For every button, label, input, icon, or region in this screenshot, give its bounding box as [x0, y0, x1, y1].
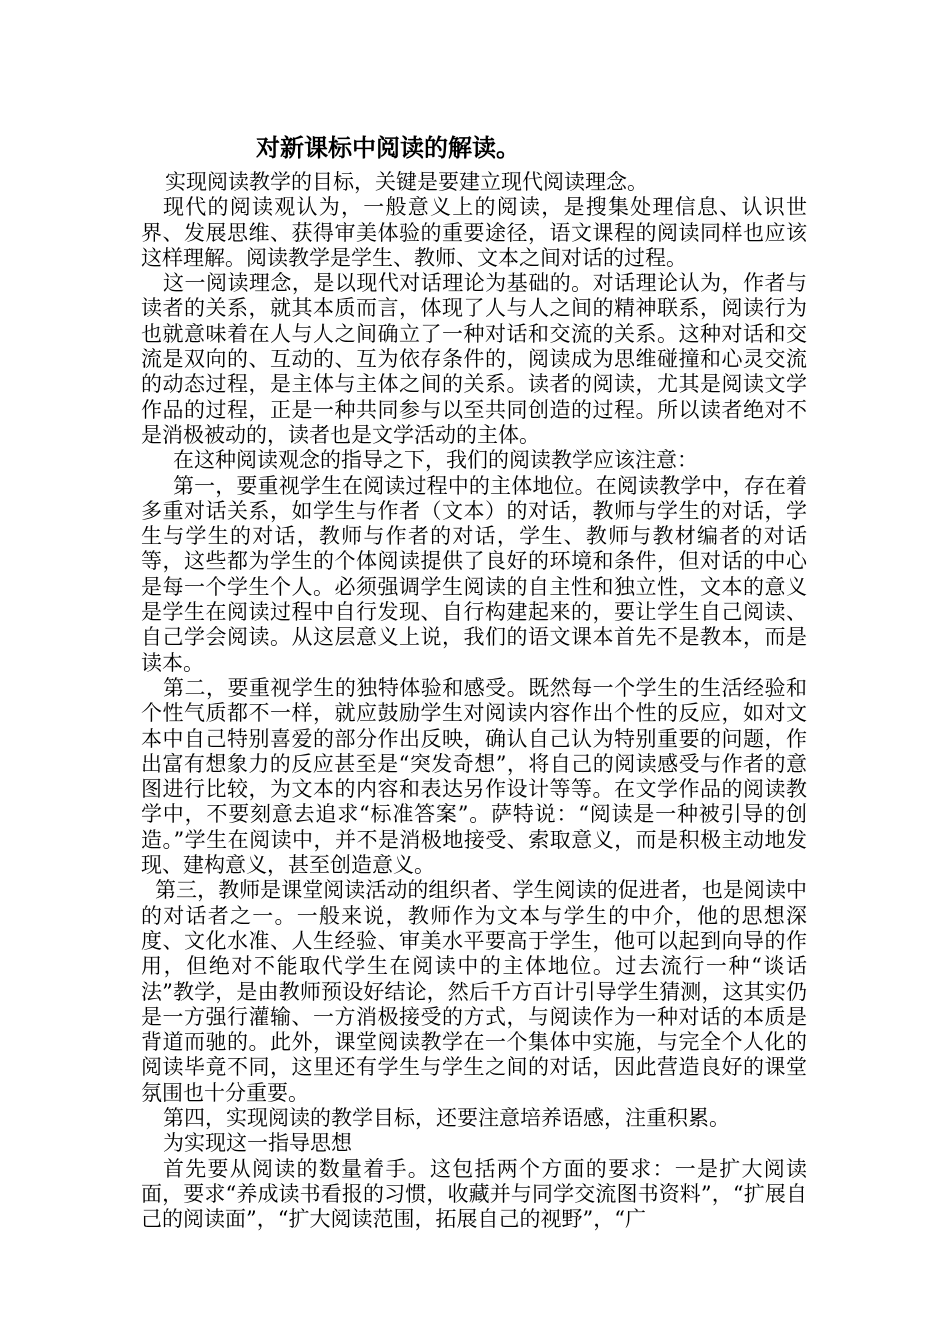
paragraph: 首先要从阅读的数量着手。这包括两个方面的要求：一是扩大阅读面，要求“养成读书看报的习惯，收藏并与同学交流图书资料”，“扩展自己的阅读面”，“扩大阅读范围，拓展自己的视野”，“广: [141, 1156, 807, 1232]
paragraph: 第四，实现阅读的教学目标，还要注意培养语感，注重积累。: [163, 1105, 730, 1130]
paragraph: 第一，要重视学生在阅读过程中的主体地位。在阅读教学中，存在着多重对话关系，如学生与作者（文本）的对话，教师与学生的对话，学生与学生的对话，教师与作者的对话，学生、教师与教材编者的对话等，这些都为学生的个体阅读提供了良好的环境和条件，但对话的中心是每一个学生个人。必须强调学生阅读的自主性和独立性，文本的意义是学生在阅读过程中自行发现、自行构建起来的，要让学生自己阅读、自己学会阅读。从这层意义上说，我们的语文课本首先不是教本，而是读本。: [141, 473, 807, 675]
paragraph: 在这种阅读观念的指导之下，我们的阅读教学应该注意：: [173, 448, 698, 473]
paragraph: 为实现这一指导思想: [163, 1131, 352, 1156]
document-title: 对新课标中阅读的解读。: [256, 133, 520, 162]
paragraph: 这一阅读理念，是以现代对话理论为基础的。对话理论认为，作者与读者的关系，就其本质而言，体现了人与人之间的精神联系，阅读行为也就意味着在人与人之间确立了一种对话和交流的关系。这种对话和交流是双向的、互动的、互为依存条件的，阅读成为思维碰撞和心灵交流的动态过程，是主体与主体之间的关系。读者的阅读，尤其是阅读文学作品的过程，正是一种共同参与以至共同创造的过程。所以读者绝对不是消极被动的，读者也是文学活动的主体。: [141, 271, 807, 447]
paragraph: 第二，要重视学生的独特体验和感受。既然每一个学生的生活经验和个性气质都不一样，就应鼓励学生对阅读内容作出个性的反应，如对文本中自己特别喜爱的部分作出反映，确认自己认为特别重要的问题，作出富有想象力的反应甚至是“突发奇想”，将自己的阅读感受与作者的意图进行比较，为文本的内容和表达另作设计等等。在文学作品的阅读教学中，不要刻意去追求“标准答案”。萨特说：“阅读是一种被引导的创造。”学生在阅读中，并不是消极地接受、索取意义，而是积极主动地发现、建构意义，甚至创造意义。: [141, 675, 807, 878]
paragraph: 第三，教师是课堂阅读活动的组织者、学生阅读的促进者，也是阅读中的对话者之一。一般来说，教师作为文本与学生的中介，他的思想深度、文化水准、人生经验、审美水平要高于学生，他可以起到向导的作用，但绝对不能取代学生在阅读中的主体地位。过去流行一种“谈话法”教学，是由教师预设好结论，然后千方百计引导学生猜测，这其实仍是一方强行灌输、一方消极接受的方式，与阅读作为一种对话的本质是背道而驰的。此外，课堂阅读教学在一个集体中实施，与完全个人化的阅读毕竟不同，这里还有学生与学生之间的对话，因此营造良好的课堂氛围也十分重要。: [141, 878, 807, 1105]
document-body: [141, 170, 807, 1232]
paragraph: 实现阅读教学的目标，关键是要建立现代阅读理念。: [165, 170, 648, 194]
paragraph: 现代的阅读观认为，一般意义上的阅读，是搜集处理信息、认识世界、发展思维、获得审美体验的重要途径，语文课程的阅读同样也应该这样理解。阅读教学是学生、教师、文本之间对话的过程。: [141, 195, 807, 270]
